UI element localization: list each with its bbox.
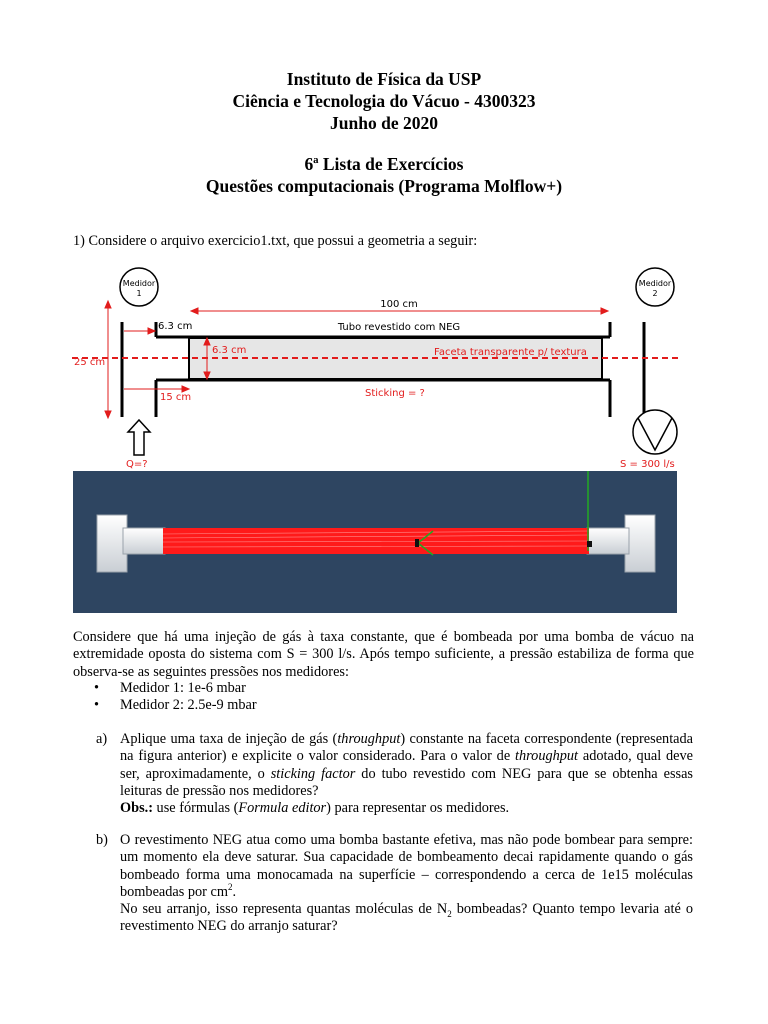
diameter-outer-label: 6.3 cm bbox=[158, 321, 193, 332]
pumping-speed-label: S = 300 l/s bbox=[620, 459, 675, 470]
question-b-label: b) bbox=[96, 832, 108, 848]
gauge-1-number: 1 bbox=[136, 289, 142, 298]
sticking-label: Sticking = ? bbox=[365, 388, 425, 399]
question-a-body: Aplique uma taxa de injeção de gás (throughput) constante na faceta correspondente (representada na figura anterior) e explicite o valor considerado. Para o valor de throughput adotado, qual deve ser, aproximadamente, o sticking factor do tubo revestido com NEG para que se obtenha essas leituras de pressão nos medidores? Obs.: use fórmulas (Formula editor) para representar os medidores. bbox=[120, 731, 694, 817]
list-title: 6ª Lista de Exercícios bbox=[304, 154, 464, 174]
length-100-label: 100 cm bbox=[380, 299, 418, 310]
throughput-label: Q=? bbox=[126, 459, 148, 470]
gauge-2-label: Medidor bbox=[638, 279, 672, 288]
gauge-1-label: Medidor bbox=[122, 279, 156, 288]
tube-label: Tubo revestido com NEG bbox=[337, 322, 461, 333]
institute-title: Instituto de Física da USP bbox=[286, 69, 482, 89]
facet-label: Faceta transparente p/ textura bbox=[434, 347, 587, 358]
right-tee-branch bbox=[587, 528, 629, 554]
facet-marker bbox=[415, 539, 419, 547]
length-15-label: 15 cm bbox=[160, 392, 192, 403]
gauge-2-reading: Medidor 2: 2.5e-9 mbar bbox=[120, 697, 257, 713]
height-25-label: 25 cm bbox=[74, 357, 106, 368]
gas-injection-arrow-icon bbox=[128, 420, 150, 455]
list-subtitle: Questões computacionais (Programa Molflow+) bbox=[205, 176, 563, 196]
gauge-2-number: 2 bbox=[652, 289, 658, 298]
molflow-render bbox=[73, 471, 677, 613]
gauge-1-reading: Medidor 1: 1e-6 mbar bbox=[120, 680, 246, 696]
date-title: Junho de 2020 bbox=[330, 113, 438, 133]
bullet-icon: • bbox=[94, 697, 100, 713]
molflow-geometry-view bbox=[73, 471, 677, 613]
problem-statement: Considere que há uma injeção de gás à taxa constante, que é bombeada por uma bomba de vácuo na extremidade oposta do sistema com S = 300 l/s. Após tempo suficiente, a pressão estabiliza de forma que observa-se as seguintes pressões nos medidores: bbox=[73, 629, 694, 680]
vacuum-pump-icon bbox=[633, 410, 677, 454]
question-b-body: O revestimento NEG atua como uma bomba bastante efetiva, mas não pode bombear para sempre: um momento ela deve saturar. Sua capacidade de bombeamento decai rapidamente quando o gás bombeado forma uma monocamada na superfície – correspondendo a cerca de 1e15 moléculas bombeadas por $cm^2$. No seu arranjo, isso representa quantas moléculas de $N_2$ bombeadas? Quanto tempo levaria até o revestimento NEG do arranjo saturar? bbox=[120, 832, 693, 935]
facet-marker-2 bbox=[587, 541, 592, 547]
question-a-note: Obs.: use fórmulas (Formula editor) para representar os medidores. bbox=[120, 800, 510, 817]
left-tee-branch bbox=[123, 528, 165, 554]
course-title: Ciência e Tecnologia do Vácuo - 4300323 bbox=[232, 91, 536, 111]
diameter-inner-label: 6.3 cm bbox=[212, 345, 247, 356]
question-a-label: a) bbox=[96, 731, 108, 747]
geometry-diagram bbox=[72, 262, 678, 472]
bullet-icon: • bbox=[94, 680, 100, 696]
question-1-intro: 1) Considere o arquivo exercicio1.txt, que possui a geometria a seguir: bbox=[73, 233, 478, 249]
